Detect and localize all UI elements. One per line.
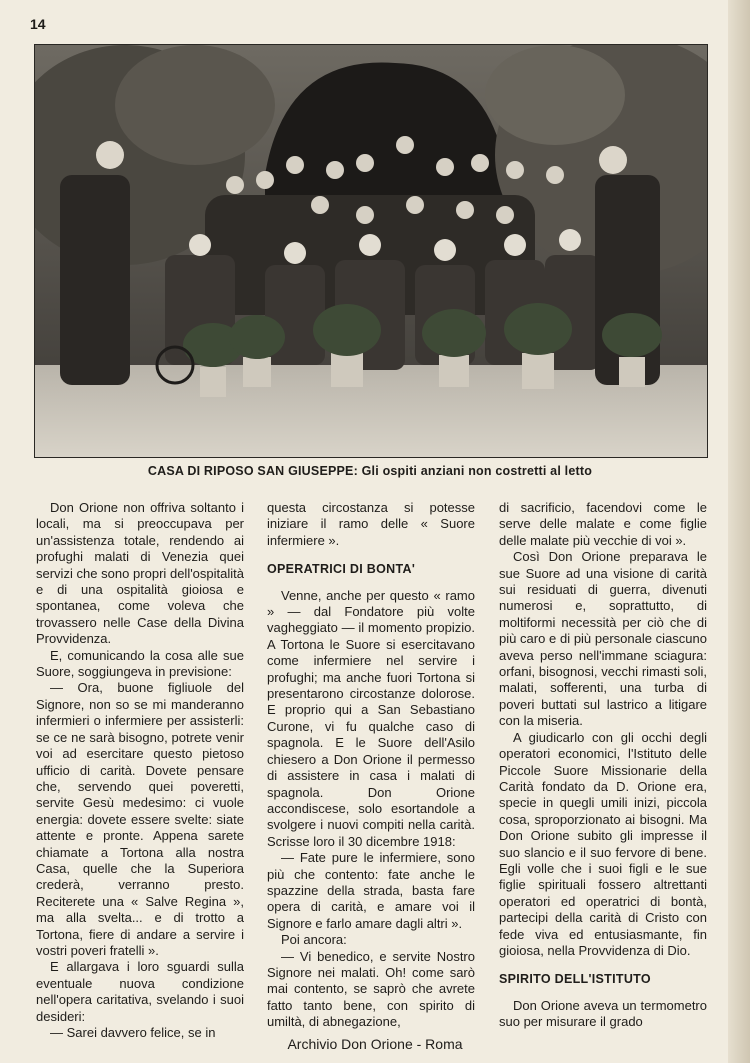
paragraph: di sacrificio, facendovi come le serve delle malate e come figlie delle malate più vecchie di voi ». [499,500,707,548]
photo-caption: CASA DI RIPOSO SAN GIUSEPPE: Gli ospiti anziani non costretti al letto [147,464,593,478]
section-heading: SPIRITO DELL'ISTITUTO [499,972,651,987]
page-number: 14 [30,16,46,32]
paragraph: — Fate pure le infermiere, sono più che contento: fate anche le spazzine della strada, basta fare opera di carità, e amare voi il Signore e farlo amare dagli altri ». [267,850,475,931]
paragraph: E allargava i loro sguardi sulla eventuale nuova condizione nell'opera caritativa, svelando i suoi desideri: [36,959,244,1024]
paragraph: A giudicarlo con gli occhi degli operatori economici, l'Istituto delle Piccole Suore Missionarie della Carità fondato da D. Orione era, specie in quegli umili inizi, piccola cosa, sproporzionato ai bisogni. Ma Don Orione subito gli impresse il suo slancio e il suo fervore di bene. Egli volle che i suoi figli e le sue figlie spirituali fossero altrettanti operatori ed operatrici di bontà, partecipi della carità di Cristo con fede viva ed entusiasmante, fin gioiosa, nella Provvidenza di Dio. [499,729,707,958]
paragraph: E, comunicando la cosa alle sue Suore, soggiungeva in previsione: [36,647,244,680]
text-column-1 [36,500,244,1041]
paragraph: Così Don Orione preparava le sue Suore ad una visione di carità sui residuati di guerra, divenuti numerosi e, soprattutto, di moltiformi necessità per ciò che di più caro e di più personale ciascuno aveva perso nell'immane sciagura: orfani, bisognosi, vecchi rimasti soli, malati, sofferenti, una turba di poveri buttati sul lastrico a litigare con la miseria. [499,549,707,729]
group-photo [34,44,708,458]
archive-footer: Archivio Don Orione - Roma [287,1036,463,1052]
paragraph: — Sarei davvero felice, se in [50,1025,216,1040]
section-heading: OPERATRICI DI BONTA' [267,562,416,577]
paragraph: Don Orione aveva un termometro suo per misurare il grado [499,997,707,1030]
text-column-3 [499,500,707,1031]
paragraph: — Vi benedico, e servite Nostro Signore nei malati. Oh! come sarò mai contento, se saprò che avrete fatto tanto bene, con spirito di umiltà, di abnegazione, [267,948,475,1030]
paragraph: Venne, anche per questo « ramo » — dal Fondatore più volte vagheggiato — il momento propizio. A Tortona le Suore si esercitavano come infermiere nel servire i profughi; ma anche fuori Tortona si presentarono circostanze dolorose. E proprio qui a San Sebastiano Curone, vi fu qualche caso di spagnola. E le Suore dell'Asilo chiesero a Don Orione il permesso di assistere in casa i malati di spagnola. Don Orione accondiscese, solo esortandole a svolgere i nuovi compiti nella carità. Scrisse loro il 30 dicembre 1918: [267,587,475,849]
page-edge-shadow [728,0,750,1063]
text-column-2 [267,500,475,1031]
paragraph: questa circostanza si potesse iniziare il ramo delle « Suore infermiere ». [267,500,475,548]
paragraph: Don Orione non offriva soltanto i locali, ma si preoccupava per un'assistenza totale, rendendo ai profughi malati di Venezia quei servizi che sono propri dell'ospitalità e di una ospitalità gioiosa e spontanea, come voleva che trovassero nelle Case della Divina Provvidenza. [36,500,244,647]
paragraph: — Ora, buone figliuole del Signore, non so se mi manderanno infermieri o infermiere per assisterli: se ce ne sarà bisogno, potrete venir voi ad esercitare questo pietoso ufficio di carità. Dovete pensare che, servendo quei poveretti, servite Gesù medesimo: ci vuole energia: dovete essere svelte: siate attente e pronte. Appena sarete chiamate a Tortona alla nostra Casa, quelle che la Superiora crederà, verranno presto. Reciterete una « Salve Regina », ma alla svelta... e di trotto a Tortona, fiere di andare a servire i vostri poveri fratelli ». [36,680,244,958]
paragraph: Poi ancora: [281,932,347,948]
